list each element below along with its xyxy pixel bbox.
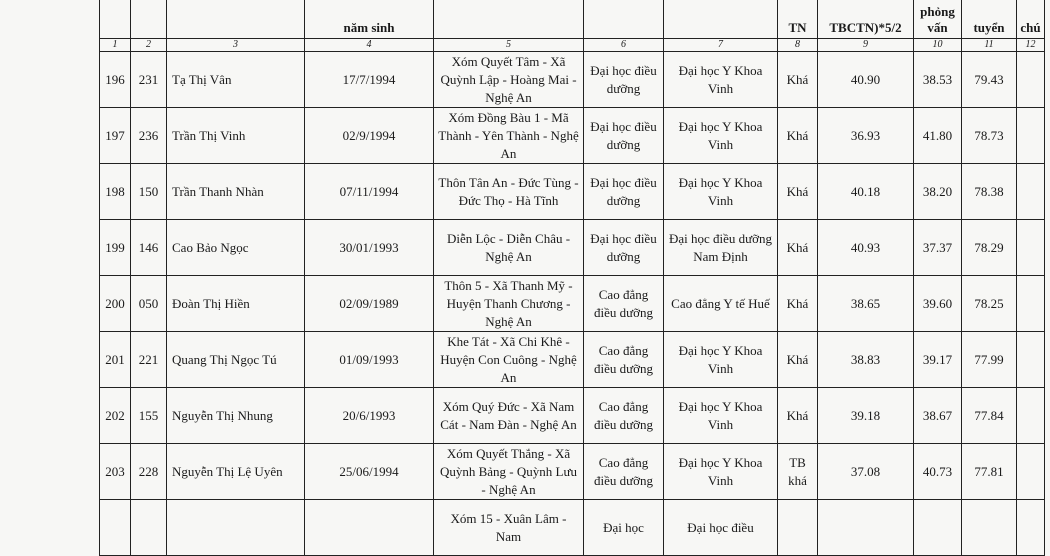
cell-major: Đại học điều dưỡng [584,52,664,108]
cell-sbd: 236 [131,108,167,164]
table-row [100,500,1045,556]
cell-rank: Khá [778,388,818,444]
table-row [100,332,1045,388]
cell-dob: 25/06/1994 [305,444,434,500]
header-cell [131,0,167,39]
header-cell: phỏng vấn [914,0,962,39]
cell-note [1017,52,1045,108]
column-number: 1 [100,39,131,52]
cell-rank: Khá [778,220,818,276]
cell-stt [100,500,131,556]
cell-address: Xóm Quyết Tâm - Xã Quỳnh Lập - Hoàng Mai - Nghệ An [434,52,584,108]
header-cell [167,0,305,39]
header-cell [664,0,778,39]
table-row [100,52,1045,108]
column-number: 4 [305,39,434,52]
cell-name: Nguyễn Thị Lệ Uyên [167,444,305,500]
column-number: 10 [914,39,962,52]
cell-name: Quang Thị Ngọc Tú [167,332,305,388]
cell-sbd: 231 [131,52,167,108]
cell-major: Đại học [584,500,664,556]
table-row [100,276,1045,332]
header-cell: TBCTN)*5/2 [818,0,914,39]
cell-total: 78.29 [962,220,1017,276]
candidate-table [99,0,1045,556]
cell-total: 79.43 [962,52,1017,108]
cell-address: Thôn 5 - Xã Thanh Mỹ - Huyện Thanh Chương - Nghệ An [434,276,584,332]
cell-dob: 07/11/1994 [305,164,434,220]
cell-address: Xóm Đồng Bàu 1 - Mã Thành - Yên Thành - Nghệ An [434,108,584,164]
cell-note [1017,276,1045,332]
header-cell: tuyển [962,0,1017,39]
cell-dob [305,500,434,556]
cell-school: Đại học Y Khoa Vinh [664,52,778,108]
cell-total: 78.73 [962,108,1017,164]
cell-score-tn: 36.93 [818,108,914,164]
column-number: 7 [664,39,778,52]
header-cell: TN [778,0,818,39]
cell-dob: 02/9/1994 [305,108,434,164]
table-row [100,220,1045,276]
cell-total: 77.99 [962,332,1017,388]
cell-dob: 30/01/1993 [305,220,434,276]
cell-stt: 200 [100,276,131,332]
cell-total: 78.25 [962,276,1017,332]
cell-stt: 202 [100,388,131,444]
cell-stt: 203 [100,444,131,500]
cell-rank: Khá [778,276,818,332]
cell-address: Xóm Quyết Thắng - Xã Quỳnh Bảng - Quỳnh Lưu - Nghệ An [434,444,584,500]
cell-score-pv [914,500,962,556]
table-row [100,388,1045,444]
column-number: 3 [167,39,305,52]
cell-stt: 197 [100,108,131,164]
cell-note [1017,164,1045,220]
cell-note [1017,500,1045,556]
cell-sbd: 221 [131,332,167,388]
column-number: 2 [131,39,167,52]
header-cell [100,0,131,39]
cell-major: Cao đẳng điều dưỡng [584,444,664,500]
cell-dob: 17/7/1994 [305,52,434,108]
cell-score-tn: 40.90 [818,52,914,108]
column-number: 8 [778,39,818,52]
column-number-row [100,39,1045,52]
cell-rank: Khá [778,52,818,108]
column-number: 11 [962,39,1017,52]
cell-score-tn: 38.83 [818,332,914,388]
cell-name: Đoàn Thị Hiền [167,276,305,332]
cell-address: Xóm Quý Đức - Xã Nam Cát - Nam Đàn - Nghệ An [434,388,584,444]
cell-stt: 198 [100,164,131,220]
cell-address: Xóm 15 - Xuân Lâm - Nam [434,500,584,556]
cell-school: Đại học Y Khoa Vinh [664,108,778,164]
cell-address: Thôn Tân An - Đức Tùng - Đức Thọ - Hà Tĩnh [434,164,584,220]
table-row [100,164,1045,220]
cell-school: Đại học Y Khoa Vinh [664,388,778,444]
cell-address: Diễn Lộc - Diễn Châu - Nghệ An [434,220,584,276]
cell-total: 78.38 [962,164,1017,220]
cell-rank: TB khá [778,444,818,500]
cell-stt: 196 [100,52,131,108]
cell-stt: 199 [100,220,131,276]
cell-sbd: 155 [131,388,167,444]
cell-score-pv: 38.53 [914,52,962,108]
cell-sbd [131,500,167,556]
header-row [100,0,1045,39]
cell-score-tn: 40.93 [818,220,914,276]
column-number: 5 [434,39,584,52]
cell-major: Cao đẳng điều dưỡng [584,332,664,388]
cell-school: Cao đẳng Y tế Huế [664,276,778,332]
cell-score-pv: 41.80 [914,108,962,164]
cell-note [1017,444,1045,500]
cell-sbd: 050 [131,276,167,332]
cell-score-pv: 37.37 [914,220,962,276]
cell-stt: 201 [100,332,131,388]
header-cell [584,0,664,39]
cell-score-tn: 40.18 [818,164,914,220]
cell-school: Đại học điều dưỡng Nam Định [664,220,778,276]
cell-rank: Khá [778,332,818,388]
cell-total [962,500,1017,556]
cell-major: Đại học điều dưỡng [584,108,664,164]
cell-sbd: 146 [131,220,167,276]
cell-school: Đại học điều [664,500,778,556]
cell-dob: 01/09/1993 [305,332,434,388]
table-row [100,108,1045,164]
cell-dob: 02/09/1989 [305,276,434,332]
cell-note [1017,108,1045,164]
cell-name: Trần Thanh Nhàn [167,164,305,220]
cell-name: Cao Bảo Ngọc [167,220,305,276]
cell-score-tn: 37.08 [818,444,914,500]
cell-school: Đại học Y Khoa Vinh [664,164,778,220]
cell-dob: 20/6/1993 [305,388,434,444]
table-row [100,444,1045,500]
header-cell: chú [1017,0,1045,39]
cell-rank: Khá [778,108,818,164]
cell-sbd: 228 [131,444,167,500]
cell-score-tn: 39.18 [818,388,914,444]
cell-rank [778,500,818,556]
header-cell: năm sinh [305,0,434,39]
cell-score-tn: 38.65 [818,276,914,332]
cell-school: Đại học Y Khoa Vinh [664,444,778,500]
cell-name [167,500,305,556]
cell-note [1017,388,1045,444]
cell-score-pv: 39.60 [914,276,962,332]
cell-address: Khe Tát - Xã Chi Khê - Huyện Con Cuông - Nghệ An [434,332,584,388]
cell-name: Tạ Thị Vân [167,52,305,108]
header-cell [434,0,584,39]
cell-score-pv: 40.73 [914,444,962,500]
cell-major: Cao đẳng điều dưỡng [584,388,664,444]
cell-name: Trần Thị Vinh [167,108,305,164]
cell-score-pv: 38.67 [914,388,962,444]
cell-score-pv: 39.17 [914,332,962,388]
column-number: 6 [584,39,664,52]
cell-score-pv: 38.20 [914,164,962,220]
cell-note [1017,220,1045,276]
cell-score-tn [818,500,914,556]
cell-total: 77.81 [962,444,1017,500]
cell-major: Cao đẳng điều dưỡng [584,276,664,332]
cell-note [1017,332,1045,388]
cell-school: Đại học Y Khoa Vinh [664,332,778,388]
cell-sbd: 150 [131,164,167,220]
table-body [100,0,1045,556]
cell-total: 77.84 [962,388,1017,444]
cell-major: Đại học điều dưỡng [584,164,664,220]
column-number: 12 [1017,39,1045,52]
cell-major: Đại học điều dưỡng [584,220,664,276]
column-number: 9 [818,39,914,52]
cell-rank: Khá [778,164,818,220]
cell-name: Nguyễn Thị Nhung [167,388,305,444]
